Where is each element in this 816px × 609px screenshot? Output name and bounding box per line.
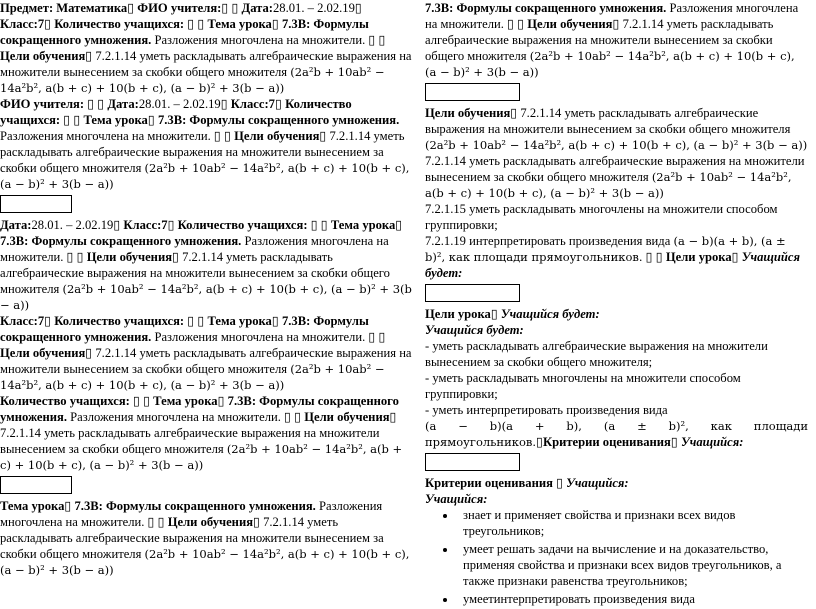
block-3: Дата:28.01. – 2.02.19▯ Класс:7▯ Количество учащихся: ▯ ▯ Тема урока▯ 7.3B: Формулы сокращенного умножения. Разложения многочлена на множители. ▯ ▯ Цели обучения▯ 7.2.1.14 уметь раскладывать алгебраические выражения на множители вынесением за скобки общего множителя (2a²b + 10ab² − 14a²b², a(b + c) + 10(b + c), (a − b)² + 3(b − a)): [0, 218, 412, 312]
block-1: Предмет: Математика▯ ФИО учителя:▯ ▯ Дата:28.01. – 2.02.19▯ Класс:7▯ Количество учащихся: ▯ ▯ Тема урока▯ 7.3B: Формулы сокращенного умножения. Разложения многочлена на множители. ▯ ▯ Цели обучения▯ 7.2.1.14 уметь раскладывать алгебраические выражения на множители вынесением за скобки общего множителя (2a²b + 10ab² − 14a²b², a(b + c) + 10(b + c), (a − b)² + 3(b − a)): [0, 1, 412, 95]
block-2: ФИО учителя: ▯ ▯ Дата:28.01. – 2.02.19▯ Класс:7▯ Количество учащихся: ▯ ▯ Тема урока▯ 7.3B: Формулы сокращенного умножения. Разложения многочлена на множители. ▯ ▯ Цели обучения▯ 7.2.1.14 уметь раскладывать алгебраические выражения на множители вынесением за скобки общего множителя (2a²b + 10ab² − 14a²b², a(b + c) + 10(b + c), (a − b)² + 3(b − a)): [0, 97, 410, 191]
r-line-4: 7.2.1.19 интерпретировать произведения вида (a − b)(a + b), (a ± b)², как площади прямоугольников. ▯ ▯ Цели урока▯ Учащийся будет:: [425, 234, 800, 280]
placeholder-glyph: ▯: [127, 1, 135, 15]
r-block-1: 7.3B: Формулы сокращенного умножения. Разложения многочлена на множители. ▯ ▯ Цели обучения▯ 7.2.1.14 уметь раскладывать алгебраические выражения на множители вынесением за скобки общего множителя (2a²b + 10ab² − 14a²b², a(b + c) + 10(b + c), (a − b)² + 3(b − a)): [425, 1, 799, 79]
left-column: [0, 0, 412, 578]
r-line-3: 7.2.1.15 уметь раскладывать многочлены на множители способом группировки;: [425, 202, 778, 232]
criteria-item: • умеетинтерпретировать произведения вида: [457, 591, 808, 607]
r-block-4: Критерии оценивания ▯ Учащийся:: [425, 476, 629, 490]
r-li-3-expr: (a − b)(a + b), (a ± b)², как площади прямоугольников.▯Критерии оценивания▯ Учащийся:: [425, 419, 808, 449]
criteria-list: [425, 507, 808, 607]
r-line-2: 7.2.1.14 уметь раскладывать алгебраические выражения на множители вынесением за скобки общего множителя (2a²b + 10ab² − 14a²b², a(b + c) + 10(b + c), (a − b)² + 3(b − a)): [425, 154, 805, 200]
r-block-3: Цели урока▯ Учащийся будет:: [425, 307, 600, 321]
right-column: [425, 0, 808, 609]
r-li-3: - уметь интерпретировать произведения вида: [425, 403, 668, 417]
block-5: Количество учащихся: ▯ ▯ Тема урока▯ 7.3B: Формулы сокращенного умножения. Разложения многочлена на множители. ▯ ▯ Цели обучения▯ 7.2.1.14 уметь раскладывать алгебраические выражения на множители вынесением за скобки общего множителя (2a²b + 10ab² − 14a²b², a(b + c) + 10(b + c), (a − b)² + 3(b − a)): [0, 394, 403, 472]
answer-box[interactable]: [0, 476, 72, 494]
r-uchsya-heading: Учащийся:: [425, 492, 488, 506]
answer-box[interactable]: [0, 195, 72, 213]
answer-box[interactable]: [425, 284, 520, 302]
r-uch-heading: Учащийся будет:: [425, 323, 524, 337]
r-li-1: - уметь раскладывать алгебраические выражения на множители вынесением за скобки общего множителя;: [425, 339, 768, 369]
block-4: Класс:7▯ Количество учащихся: ▯ ▯ Тема урока▯ 7.3B: Формулы сокращенного умножения. Разложения многочлена на множители. ▯ ▯ Цели обучения▯ 7.2.1.14 уметь раскладывать алгебраические выражения на множители вынесением за скобки общего множителя (2a²b + 10ab² − 14a²b², a(b + c) + 10(b + c), (a − b)² + 3(b − a)): [0, 314, 412, 392]
r-li-2: - уметь раскладывать многочлены на множители способом группировки;: [425, 371, 741, 401]
block-6: Тема урока▯ 7.3B: Формулы сокращенного умножения. Разложения многочлена на множители. ▯ ▯ Цели обучения▯ 7.2.1.14 уметь раскладывать алгебраические выражения на множители вынесением за скобки общего множителя (2a²b + 10ab² − 14a²b², a(b + c) + 10(b + c), (a − b)² + 3(b − a)): [0, 499, 410, 577]
criteria-item: • знает и применяет свойства и признаки всех видов треугольников;: [457, 507, 808, 539]
criteria-item: • умеет решать задачи на вычисление и на доказательство, применяя свойства и признаки всех видов треугольников, а также признаки равенства треугольников;: [457, 541, 808, 589]
answer-box[interactable]: [425, 453, 520, 471]
r-block-2: Цели обучения▯ 7.2.1.14 уметь раскладывать алгебраические выражения на множители вынесением за скобки общего множителя (2a²b + 10ab² − 14a²b², a(b + c) + 10(b + c), (a − b)² + 3(b − a)): [425, 106, 808, 152]
answer-box[interactable]: [425, 83, 520, 101]
